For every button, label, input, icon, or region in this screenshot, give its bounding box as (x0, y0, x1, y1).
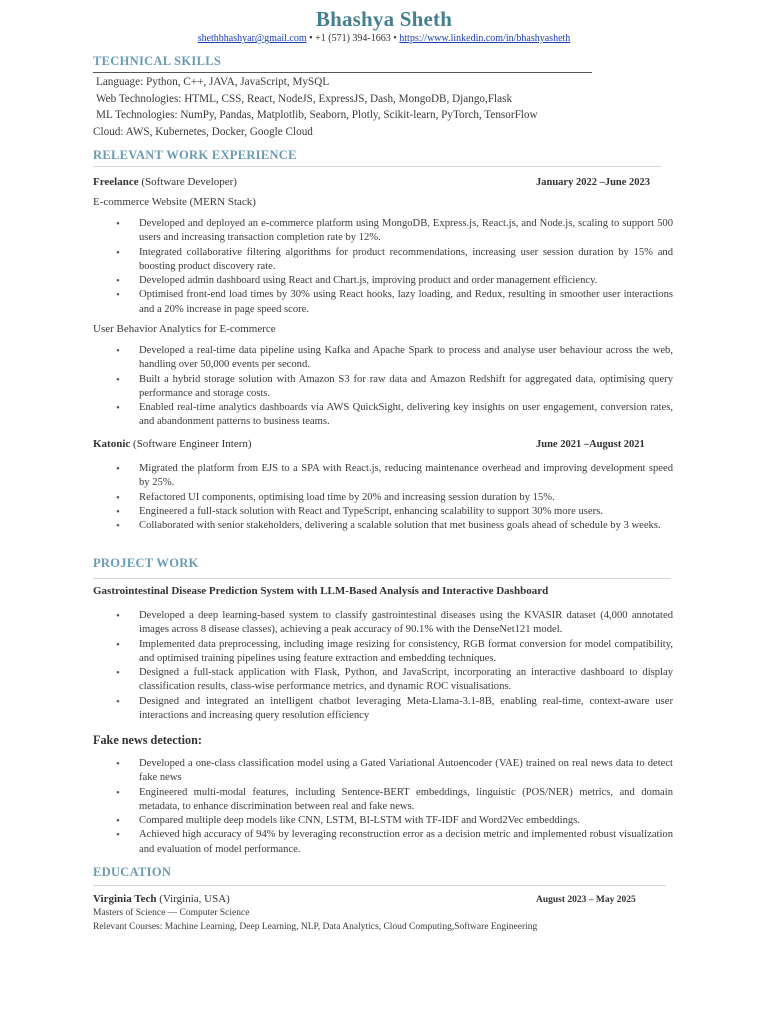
job-role: (Software Developer) (138, 176, 237, 188)
list-item: • Designed and integrated an intelligent chatbot leveraging Meta-Llama-3.1-8B, enabling real-time, context-aware user interactions and increasing query resolution efficiency (93, 695, 673, 724)
company-name: Freelance (93, 176, 139, 188)
education-heading (93, 893, 230, 905)
list-item: • Developed admin dashboard using React and Chart.js, improving product and order management efficiency. (93, 274, 673, 288)
list-item: • Engineered a full-stack solution with React and TypeScript, enhancing scalability to support 30% more users. (93, 505, 673, 519)
list-item: • Developed a deep learning-based system to classify gastrointestinal diseases using the KVASIR dataset (4,000 annotated images across 8 disease classes), achieving a peak accuracy of 90.1% with the DenseNet121 model. (93, 609, 673, 638)
skill-languages: Language: Python, C++, JAVA, JavaScript, MySQL (96, 76, 330, 88)
job-heading (93, 176, 237, 188)
list-item: • Refactored UI components, optimising load time by 20% and increasing session duration by 15%. (93, 491, 673, 505)
contact-line (0, 33, 768, 44)
section-divider (93, 578, 671, 579)
company-name: Katonic (93, 438, 131, 450)
list-item: • Integrated collaborative filtering algorithms for product recommendations, increasing user session duration by 15% and boosting product discovery rate. (93, 246, 673, 275)
section-title-education: EDUCATION (93, 865, 172, 879)
list-item: • Implemented data preprocessing, including image resizing for consistency, RGB format conversion for model compatibility, and optimised training pipelines using feature extraction and embedding techniques. (93, 638, 673, 667)
section-divider (93, 885, 666, 886)
list-item: • Developed a one-class classification model using a Gated Variational Autoencoder (VAE) trained on real news data to detect fake news (93, 757, 673, 786)
contact-separator: • (306, 33, 316, 44)
bullet-list (93, 757, 673, 857)
section-title-projects: PROJECT WORK (93, 556, 199, 570)
linkedin-link[interactable]: https://www.linkedin.com/in/bhashyasheth (399, 33, 571, 44)
education-dates: August 2023 – May 2025 (536, 895, 636, 905)
job-role: (Software Engineer Intern) (130, 438, 252, 450)
section-divider (93, 166, 661, 167)
job-dates: June 2021 –August 2021 (536, 439, 645, 450)
section-title-experience: RELEVANT WORK EXPERIENCE (93, 148, 297, 162)
skill-cloud: Cloud: AWS, Kubernetes, Docker, Google Cloud (93, 126, 313, 138)
job-heading (93, 438, 252, 450)
job-dates: January 2022 –June 2023 (536, 177, 651, 188)
list-item: • Achieved high accuracy of 94% by leveraging reconstruction error as a decision metric and implemented robust visualization and evaluation of model performance. (93, 828, 673, 857)
project-title: Gastrointestinal Disease Prediction System with LLM-Based Analysis and Interactive Dashboard (93, 585, 549, 597)
project-title: Fake news detection: (93, 733, 202, 747)
bullet-list (93, 609, 673, 723)
project-subheading: User Behavior Analytics for E-commerce (93, 323, 276, 335)
phone-number: +1 (571) 394-1663 (315, 33, 391, 44)
list-item: • Developed a real-time data pipeline using Kafka and Apache Spark to process and analyse user behaviour across the web, handling over 50,000 events per second. (93, 344, 673, 373)
relevant-courses: Relevant Courses: Machine Learning, Deep Learning, NLP, Data Analytics, Cloud Computing,Software Engineering (93, 922, 538, 932)
list-item: • Built a hybrid storage solution with Amazon S3 for raw data and Amazon Redshift for aggregated data, optimising query performance and storage costs. (93, 373, 673, 402)
bullet-list (93, 344, 673, 430)
contact-separator: • (390, 33, 400, 44)
candidate-name: Bhashya Sheth (315, 7, 453, 31)
bullet-list (93, 462, 673, 533)
skill-ml: ML Technologies: NumPy, Pandas, Matplotlib, Seaborn, Plotly, Scikit-learn, PyTorch, TensorFlow (96, 109, 538, 121)
list-item: • Migrated the platform from EJS to a SPA with React.js, reducing maintenance overhead and improving development speed by 25%. (93, 462, 673, 491)
list-item: • Engineered multi-modal features, including Sentence-BERT embeddings, linguistic (POS/NER) metrics, and domain metadata, to enhance discrimination between real and fake news. (93, 786, 673, 815)
list-item: • Collaborated with senior stakeholders, delivering a scalable solution that met business goals ahead of schedule by 3 weeks. (93, 519, 673, 533)
school-name: Virginia Tech (93, 893, 157, 905)
list-item: • Developed and deployed an e-commerce platform using MongoDB, Express.js, React.js, and Node.js, scaling to support 500 users and increasing transaction completion rate by 12%. (93, 217, 673, 246)
bullet-list (93, 217, 673, 317)
list-item: • Compared multiple deep models like CNN, LSTM, BI-LSTM with TF-IDF and Word2Vec embeddings. (93, 814, 673, 828)
list-item: • Optimised front-end load times by 30% using React hooks, lazy loading, and Redux, resulting in smoother user interactions and a 20% increase in page speed score. (93, 288, 673, 317)
list-item: • Designed a full-stack application with Flask, Python, and JavaScript, incorporating an interactive dashboard to display classification results, class-wise performance metrics, and dynamic ROC visualisations. (93, 666, 673, 695)
school-location: (Virginia, USA) (156, 893, 230, 905)
project-subheading: E-commerce Website (MERN Stack) (93, 196, 256, 208)
list-item: • Enabled real-time analytics dashboards via AWS QuickSight, delivering key insights on user engagement, conversion rates, and abandonment patterns to business teams. (93, 401, 673, 430)
section-divider (93, 72, 592, 73)
section-title-skills: TECHNICAL SKILLS (93, 54, 222, 68)
email-link[interactable]: shethbhashyar@gmail.com (197, 33, 307, 44)
degree: Masters of Science — Computer Science (93, 908, 250, 918)
skill-web: Web Technologies: HTML, CSS, React, NodeJS, ExpressJS, Dash, MongoDB, Django,Flask (96, 93, 513, 105)
